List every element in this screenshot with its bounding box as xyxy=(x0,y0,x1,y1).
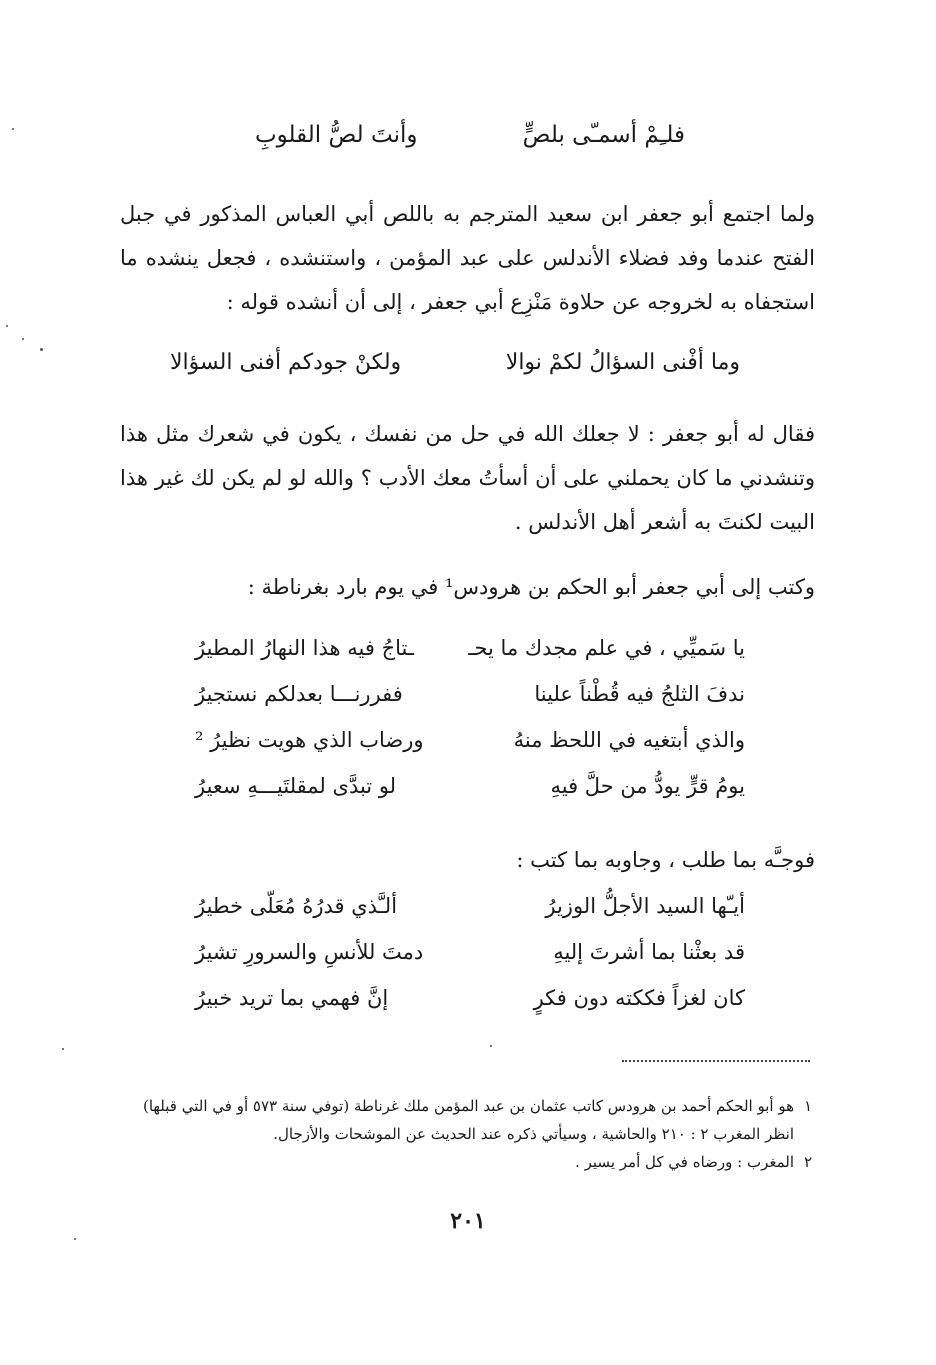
poem-line xyxy=(195,940,745,986)
verse-second-hemistich: ففررنـــا بعدلكم نستجيرُ xyxy=(195,682,403,706)
verse-second-hemistich: ـتاجُ فيه هذا النهارُ المطيرُ xyxy=(195,636,415,660)
footnotes xyxy=(112,1092,812,1176)
poem-line xyxy=(195,682,745,728)
scan-speck xyxy=(12,128,14,130)
footnote-text: المغرب : ورضاه في كل أمر يسير . xyxy=(575,1153,794,1171)
paragraph: فوجـَّه بما طلب ، وجاوبه بما كتب : xyxy=(516,848,815,872)
verse-second-hemistich: إنَّ فهمي بما تريد خبيرُ xyxy=(195,986,389,1010)
opening-verse xyxy=(255,122,685,162)
verse-first-hemistich: يومُ قرٍّ يودُّ من حلَّ فيهِ xyxy=(550,774,745,798)
verse-second-hemistich: لو تبدَّى لمقلتَيـــهِ سعيرُ xyxy=(195,774,397,798)
footnote-text: هو أبو الحكم أحمد بن هرودس كاتب عثمان بن عبد المؤمن ملك غرناطة (توفي سنة ٥٧٣ أو في التي قبلها) انظر المغرب ٢ : ٢١٠ والحاشية ، وسيأتي ذكره عند الحديث عن الموشحات والأزجال. xyxy=(142,1097,794,1143)
verse-second-hemistich: ولكنْ جودكم أفنى السؤالا xyxy=(170,350,402,375)
verse-first-hemistich: وما أفْنى السؤالُ لكمْ نوالا xyxy=(505,350,740,375)
poem-line xyxy=(195,774,745,820)
paragraph: فقال له أبو جعفر : لا جعلك الله في حل من نفسك ، يكون في شعرك مثل هذا وتنشدني ما كان يحملني على أن أسأتُ معك الأدب ؟ والله لو لم يكن لك غير هذا البيت لكنتَ به أشعر أهل الأندلس . xyxy=(120,422,815,534)
verse-first-hemistich: ندفَ الثلجُ فيه قُطْناً علينا xyxy=(534,682,745,706)
verse-first-hemistich: أيـّها السيد الأجلُّ الوزيرُ xyxy=(545,894,745,918)
poem-reply xyxy=(195,894,745,1032)
poem-line xyxy=(195,894,745,940)
paragraph: ولما اجتمع أبو جعفر ابن سعيد المترجم به باللص أبي العباس المذكور في جبل الفتح عندما وفد فضلاء الأندلس على عبد المؤمن ، واستنشده ، فجعل ينشده ما استجفاه به لخروجه عن حلاوة مَنْزِع أبي جعفر ، إلى أن أنشده قوله : xyxy=(120,202,815,314)
scan-speck xyxy=(62,1048,64,1050)
page-number: ٢٠١ xyxy=(450,1208,486,1234)
paragraph: وكتب إلى أبي جعفر أبو الحكم بن هرودس¹ في يوم بارد بغرناطة : xyxy=(247,575,815,599)
footnote xyxy=(112,1148,812,1176)
poem-line xyxy=(195,728,745,774)
verse-second-hemistich: وأنتَ لصُّ القلوبِ xyxy=(255,122,418,148)
scan-speck xyxy=(40,348,43,351)
scan-speck xyxy=(490,1045,492,1047)
poem-letter xyxy=(195,636,745,820)
scan-speck xyxy=(22,338,24,340)
verse-second-hemistich: دمتَ للأنسِ والسرورِ تشيرُ xyxy=(195,940,424,964)
verse-first-hemistich: قد بعثْنا بما أشرتَ إليهِ xyxy=(553,940,745,964)
poem-line xyxy=(195,636,745,682)
verse-first-hemistich: والذي أبتغيه في اللحظ منهُ xyxy=(513,728,745,752)
verse-first-hemistich: كان لغزاً فككته دون فكرٍ xyxy=(533,986,745,1010)
verse-first-hemistich: يا سَميِّي ، في علم مجدك ما يحـ xyxy=(468,636,745,660)
verse-first-hemistich: فلـِمْ أسمـّى بلصٍّ xyxy=(522,122,685,148)
scan-speck xyxy=(6,325,8,327)
poem-line xyxy=(195,986,745,1032)
footnote-number: ١ xyxy=(803,1097,812,1115)
scan-speck xyxy=(74,1238,76,1240)
verse-second-hemistich: ورضاب الذي هويت نظيرُ ² xyxy=(195,728,424,752)
footnote-divider xyxy=(622,1060,810,1062)
footnote xyxy=(112,1092,812,1148)
footnote-number: ٢ xyxy=(803,1153,812,1171)
verse-second-hemistich: ألـَّذي قدرُهُ مُعَلّى خطيرُ xyxy=(195,894,398,918)
